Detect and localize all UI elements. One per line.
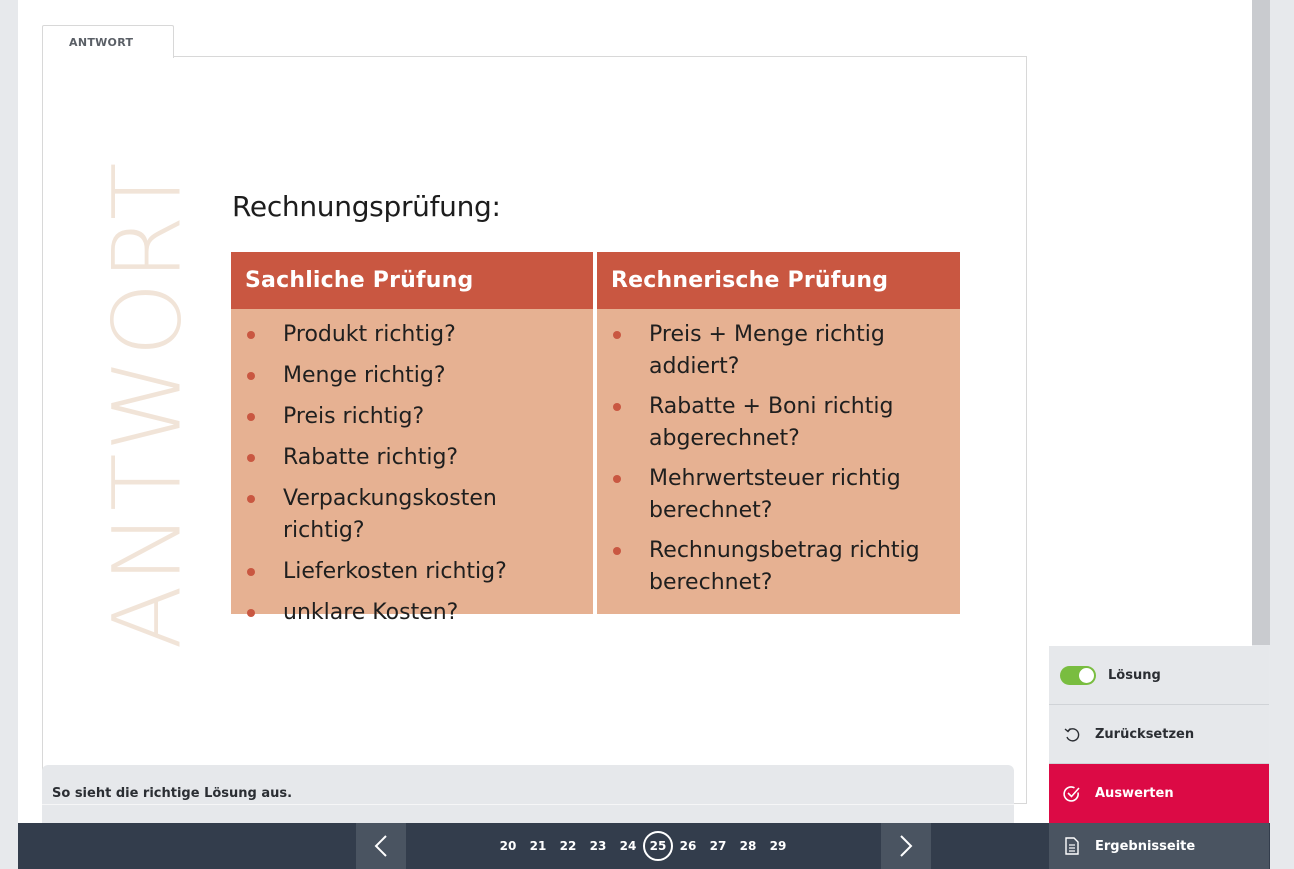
list-item: Lieferkosten richtig? bbox=[231, 556, 583, 588]
answer-watermark: ANTWORT bbox=[93, 160, 203, 650]
tab-antwort-label: ANTWORT bbox=[69, 35, 134, 49]
evaluate-label: Auswerten bbox=[1095, 786, 1174, 801]
page-number[interactable]: 26 bbox=[679, 839, 697, 853]
chevron-right-icon bbox=[898, 834, 914, 858]
solution-toggle-label: Lösung bbox=[1108, 667, 1161, 683]
page-number[interactable]: 27 bbox=[709, 839, 727, 853]
list-item: Rechnungsbetrag richtig berechnet? bbox=[597, 535, 950, 599]
solution-toggle[interactable] bbox=[1060, 666, 1096, 685]
list-item: Rabatte richtig? bbox=[231, 442, 583, 474]
action-panel bbox=[1049, 646, 1269, 869]
bullet-icon bbox=[247, 568, 255, 576]
undo-icon bbox=[1062, 724, 1082, 744]
chevron-left-icon bbox=[373, 834, 389, 858]
page-number[interactable]: 22 bbox=[559, 839, 577, 853]
page-number[interactable]: 20 bbox=[499, 839, 517, 853]
bullet-icon bbox=[247, 609, 255, 617]
list-item: Preis + Menge richtig addiert? bbox=[597, 319, 950, 383]
bullet-icon bbox=[247, 413, 255, 421]
solution-toggle-row[interactable] bbox=[1049, 646, 1269, 705]
page-number[interactable]: 21 bbox=[529, 839, 547, 853]
bullet-icon bbox=[247, 454, 255, 462]
list-item: Mehrwertsteuer richtig berechnet? bbox=[597, 463, 950, 527]
list-item: Menge richtig? bbox=[231, 360, 583, 392]
bullet-icon bbox=[247, 372, 255, 380]
column-rechnerische-pruefung bbox=[597, 252, 960, 614]
bullet-icon bbox=[247, 331, 255, 339]
column-sachliche-pruefung bbox=[231, 252, 593, 625]
bullet-icon bbox=[613, 475, 621, 483]
page-numbers bbox=[493, 823, 793, 869]
results-label: Ergebnisseite bbox=[1095, 838, 1196, 854]
page-number[interactable]: 24 bbox=[619, 839, 637, 853]
solution-info-box bbox=[42, 765, 1014, 823]
solution-info-text: So sieht die richtige Lösung aus. bbox=[52, 786, 293, 801]
list-item: Verpackungskosten richtig? bbox=[231, 483, 583, 547]
reset-label: Zurücksetzen bbox=[1095, 726, 1195, 742]
page-number[interactable]: 23 bbox=[589, 839, 607, 853]
divider bbox=[42, 804, 1014, 805]
toggle-knob bbox=[1079, 668, 1094, 683]
check-table bbox=[231, 252, 960, 625]
bullet-icon bbox=[613, 547, 621, 555]
check-list bbox=[597, 309, 960, 599]
list-item: Produkt richtig? bbox=[231, 319, 583, 351]
evaluate-button[interactable] bbox=[1049, 764, 1269, 823]
document-icon bbox=[1062, 836, 1082, 856]
tab-antwort[interactable] bbox=[42, 25, 174, 58]
next-page-button[interactable] bbox=[881, 823, 931, 869]
scrollbar[interactable] bbox=[1252, 0, 1270, 645]
reset-button[interactable] bbox=[1049, 705, 1269, 764]
page-number[interactable]: 28 bbox=[739, 839, 757, 853]
results-page-button[interactable] bbox=[1049, 823, 1269, 869]
page-number-current[interactable]: 25 bbox=[643, 831, 673, 861]
bullet-icon bbox=[613, 403, 621, 411]
previous-page-button[interactable] bbox=[356, 823, 406, 869]
check-list bbox=[231, 309, 593, 629]
list-item: Preis richtig? bbox=[231, 401, 583, 433]
bullet-icon bbox=[247, 495, 255, 503]
check-circle-icon bbox=[1062, 784, 1082, 804]
list-item: unklare Kosten? bbox=[231, 597, 583, 629]
answer-heading: Rechnungsprüfung: bbox=[232, 190, 501, 223]
list-item: Rabatte + Boni richtig abgerechnet? bbox=[597, 391, 950, 455]
page-number[interactable]: 29 bbox=[769, 839, 787, 853]
bullet-icon bbox=[613, 331, 621, 339]
column-header: Rechnerische Prüfung bbox=[597, 252, 960, 309]
column-header: Sachliche Prüfung bbox=[231, 252, 593, 309]
